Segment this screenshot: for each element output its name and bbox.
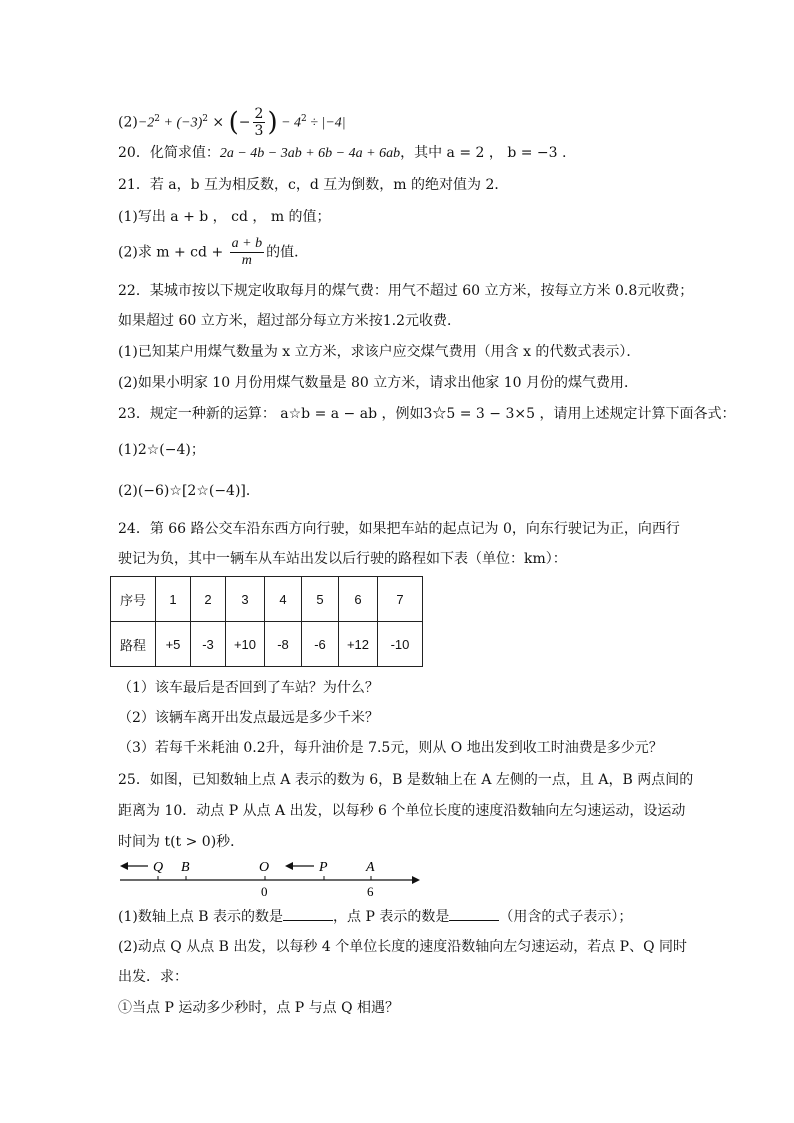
q20-expr: 2a − 4b − 3ab + 6b − 4a + 6ab (219, 146, 401, 161)
table-cell: 6 (339, 577, 378, 622)
table-cell: 7 (378, 577, 423, 622)
q25-part1 (118, 906, 632, 927)
q19-term-c: − 4 (277, 115, 302, 131)
q22-part1: (1)已知某户用煤气数量为 x 立方米，求该户应交煤气费用（用含 x 的代数式表示）． (118, 344, 641, 360)
q25-sub1: ①当点 P 运动多少秒时，点 P 与点 Q 相遇？ (118, 1000, 400, 1016)
q25-part2-2: 出发．求： (118, 969, 188, 985)
q19-times: × (207, 114, 229, 131)
q19-left-paren: ( (228, 107, 239, 138)
q19-part2-expression (118, 106, 346, 139)
route-table (110, 576, 423, 667)
q21-frac-num: a + b (231, 236, 263, 251)
q19-right-paren: ) (267, 107, 278, 138)
q23-part1: (1)2☆(−4)； (118, 442, 205, 458)
q21-part2-pre: (2)求 m + cd + (118, 244, 228, 261)
q20-text: 20．化简求值： (118, 145, 220, 161)
number-line-diagram (110, 852, 430, 902)
axis-arrow-right (412, 876, 420, 884)
q24-part3: （3）若每千米耗油 0.2升，每升油价是 7.5元，则从 O 地出发到收工时油费是多少元？ (118, 740, 663, 756)
q19-fraction (253, 106, 266, 139)
q21-fraction (230, 236, 264, 269)
table-cell: +10 (226, 622, 265, 667)
q19-sup-a: 2 (154, 113, 161, 124)
answer-blank-p (449, 906, 499, 921)
q22-stem-2: 如果超过 60 立方米，超过部分每立方米按1.2元收费． (118, 313, 461, 329)
table-header-cell: 路程 (111, 622, 156, 667)
table-cell: -10 (378, 622, 423, 667)
table-cell: 3 (226, 577, 265, 622)
q24-part2: （2）该辆车离开出发点最远是多少千米？ (118, 710, 379, 726)
q24-part1: （1）该车最后是否回到了车站？为什么？ (118, 680, 379, 696)
q21-part1: (1)写出 a + b ， cd ， m 的值； (118, 209, 331, 225)
p-arrowhead (285, 862, 293, 870)
label-o: O (259, 860, 270, 875)
table-cell: +12 (339, 622, 378, 667)
q22-part2: (2)如果小明家 10 月份用煤气数量是 80 立方米，请求出他家 10 月份的煤气费用． (118, 375, 638, 391)
q25-part2-1: (2)动点 Q 从点 B 出发，以每秒 4 个单位长度的速度沿数轴向左匀速运动，若点 P、Q 同时 (118, 939, 688, 955)
q21-frac-den: m (241, 253, 252, 268)
q25-stem-3: 时间为 t(t > 0)秒． (118, 834, 245, 850)
table-row (111, 622, 423, 667)
q19-term-b: + (−3) (160, 115, 203, 131)
tick-label-0: 0 (261, 884, 268, 899)
q21-part2 (118, 236, 308, 269)
table-cell: -3 (191, 622, 226, 667)
q-arrowhead (120, 862, 128, 870)
table-cell: -8 (265, 622, 302, 667)
q19-term-a: −2 (137, 115, 155, 131)
q24-stem-2: 驶记为负，其中一辆车从车站出发以后行驶的路程如下表（单位：km）： (118, 551, 567, 567)
table-cell: 2 (191, 577, 226, 622)
answer-blank-b (283, 906, 333, 921)
table-cell: 4 (265, 577, 302, 622)
table-cell: +5 (156, 622, 191, 667)
q20-line (118, 143, 566, 164)
q25-part1-c: （用含的式子表示）； (499, 909, 633, 925)
q25-part1-a: (1)数轴上点 B 表示的数是 (118, 909, 284, 925)
table-header-cell: 序号 (111, 577, 156, 622)
table-cell: -6 (302, 622, 339, 667)
q20-cond: ，其中 a = 2 ， b = −3 . (400, 145, 567, 161)
q19-term-d: ÷ |−4| (306, 115, 346, 131)
table-cell: 1 (156, 577, 191, 622)
tick-label-6: 6 (367, 884, 374, 899)
q19-part2-prefix: (2) (118, 114, 138, 131)
q19-frac-num: 2 (254, 106, 264, 122)
label-p: P (319, 860, 328, 875)
q19-frac-den: 3 (254, 123, 264, 139)
table-cell: 5 (302, 577, 339, 622)
label-a: A (366, 860, 375, 875)
q23-part2: (2)(−6)☆[2☆(−4)]． (118, 483, 260, 499)
label-b: B (181, 860, 190, 875)
q25-part1-b: ，点 P 表示的数是 (333, 909, 450, 925)
q21-stem: 21．若 a，b 互为相反数，c，d 互为倒数，m 的绝对值为 2． (118, 177, 509, 193)
q19-sup-c: 2 (301, 113, 307, 124)
q24-stem-1: 24．第 66 路公交车沿东西方向行驶，如果把车站的起点记为 0，向东行驶记为正，向西行 (118, 521, 680, 537)
q22-stem-1: 22．某城市按以下规定收取每月的煤气费：用气不超过 60 立方米，按每立方米 0.8元收费； (118, 283, 694, 299)
q25-stem-1: 25．如图，已知数轴上点 A 表示的数为 6，B 是数轴上在 A 左侧的一点，且 A，B 两点间的 (118, 772, 694, 788)
q19-minus: − (238, 114, 251, 131)
q23-stem: 23．规定一种新的运算： a☆b = a − ab ，例如3☆5 = 3 − 3×5 ，请用上述规定计算下面各式： (118, 406, 736, 422)
q25-stem-2: 距离为 10．动点 P 从点 A 出发，以每秒 6 个单位长度的速度沿数轴向左匀速运动，设运动 (118, 803, 686, 819)
q19-sup-b: 2 (202, 113, 208, 124)
table-row (111, 577, 423, 622)
q21-part2-post: 的值． (266, 244, 309, 261)
label-q: Q (153, 860, 164, 875)
